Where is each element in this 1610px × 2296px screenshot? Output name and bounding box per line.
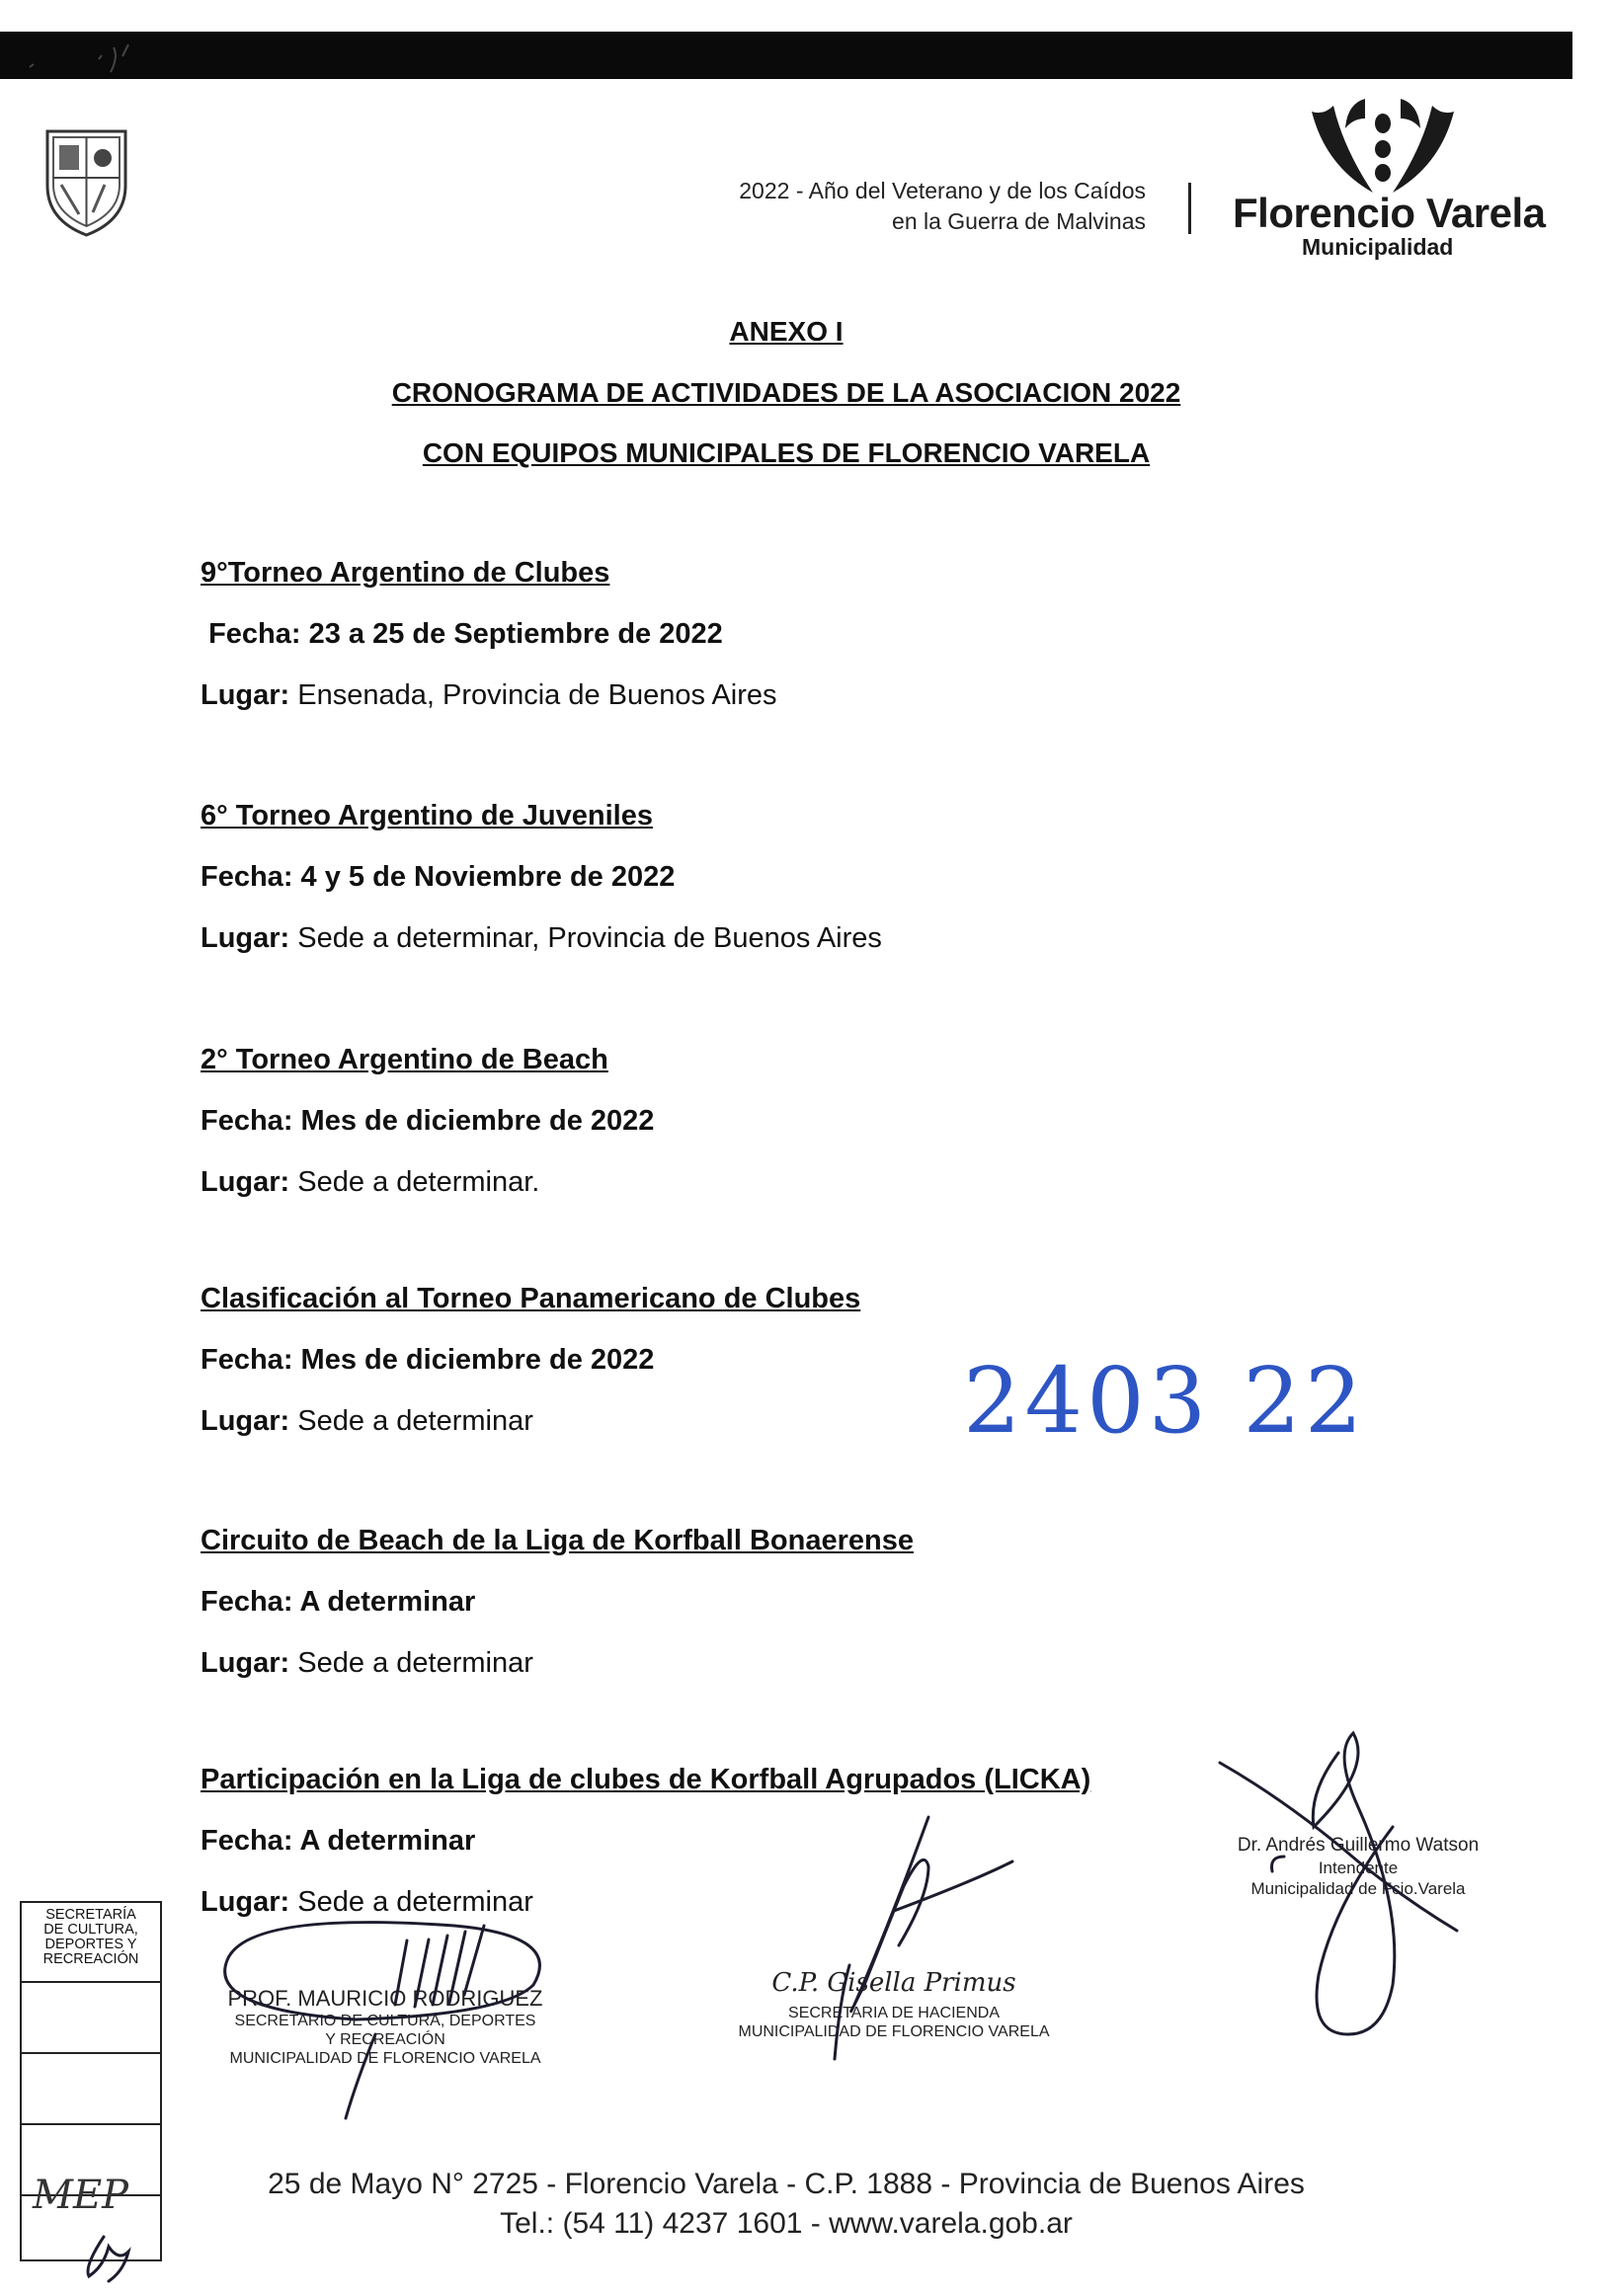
footer-contact: Tel.: (54 11) 4237 1601 - www.varela.gob.ar [500, 2207, 1073, 2240]
event-place-value: Sede a determinar [297, 1647, 533, 1679]
event-place-value: Sede a determinar. [297, 1166, 540, 1198]
stamp-number: 2403 22 [963, 1348, 1367, 1454]
brand-subtitle: Municipalidad [1302, 234, 1454, 260]
event-title: 2° Torneo Argentino de Beach [201, 1044, 608, 1075]
event-place [201, 1405, 860, 1445]
event-date-value: A determinar [299, 1825, 476, 1857]
signature-block-watson [1210, 1834, 1506, 1899]
event-date-value: 23 a 25 de Septiembre de 2022 [308, 618, 723, 650]
event-title: 6° Torneo Argentino de Juveniles [201, 800, 653, 831]
signer-org: MUNICIPALIDAD DE FLORENCIO VARELA [738, 2023, 1050, 2040]
event-place [201, 1166, 654, 1206]
footer-address: 25 de Mayo N° 2725 - Florencio Varela - C.P. 1888 - Provincia de Buenos Aires [268, 2168, 1305, 2200]
fecha-label: Fecha: [208, 618, 301, 650]
signer-org: MUNICIPALIDAD DE FLORENCIO VARELA [229, 2050, 541, 2067]
fecha-label: Fecha: [201, 1825, 293, 1857]
fecha-label: Fecha: [201, 861, 293, 893]
event-item [201, 1044, 654, 1206]
event-place-value: Sede a determinar [297, 1886, 533, 1918]
event-item [201, 557, 777, 719]
event-date-value: 4 y 5 de Noviembre de 2022 [300, 861, 676, 893]
event-title: Circuito de Beach de la Liga de Korfball Bonaerense [201, 1525, 914, 1556]
brand-name: Florencio Varela [1233, 190, 1546, 236]
event-title: Participación en la Liga de clubes de Korfball Agrupados (LICKA) [201, 1764, 1091, 1795]
event-place [201, 922, 882, 962]
signature-block-rodriguez [202, 1986, 568, 2068]
event-date [201, 1825, 1090, 1864]
fecha-label: Fecha: [201, 1586, 293, 1618]
event-item [201, 1764, 1090, 1926]
stamp-cell [22, 1983, 160, 2054]
lugar-label: Lugar: [201, 922, 290, 954]
event-place-value: Ensenada, Provincia de Buenos Aires [297, 679, 777, 711]
lugar-label: Lugar: [201, 1405, 290, 1437]
motto-line-2: en la Guerra de Malvinas [892, 208, 1146, 234]
fecha-label: Fecha: [201, 1105, 293, 1137]
scan-top-bar [0, 32, 1572, 79]
motto-line-1: 2022 - Año del Veterano y de los Caídos [739, 178, 1146, 203]
event-item [201, 1525, 914, 1687]
event-date [201, 861, 882, 901]
signer-title: Intendente [1318, 1859, 1399, 1877]
signer-title: SECRETARIO DE CULTURA, DEPORTES [234, 2013, 536, 2029]
footer [0, 2165, 1572, 2244]
municipal-crest-icon [40, 123, 133, 242]
signature-block-primus [711, 1968, 1077, 2041]
signer-title: Y RECREACIÓN [325, 2031, 445, 2048]
event-title: Clasificación al Torneo Panamericano de Clubes [201, 1283, 861, 1314]
lugar-label: Lugar: [201, 1886, 290, 1918]
event-date [201, 618, 777, 658]
lugar-label: Lugar: [201, 1647, 290, 1679]
scan-marks [20, 40, 168, 99]
event-item [201, 800, 882, 962]
event-date [201, 1105, 654, 1145]
event-place-value: Sede a determinar [297, 1405, 533, 1437]
event-item [201, 1283, 860, 1445]
event-date-value: Mes de diciembre de 2022 [300, 1344, 655, 1376]
event-place-value: Sede a determinar, Provincia de Buenos Aires [297, 922, 882, 954]
event-date [201, 1344, 860, 1384]
signer-title: SECRETARIA DE HACIENDA [788, 2005, 1000, 2021]
document-title-line-2: CON EQUIPOS MUNICIPALES DE FLORENCIO VARELA [422, 437, 1151, 468]
signer-name: C.P. Gisella Primus [771, 1968, 1016, 1998]
header-motto [553, 176, 1146, 237]
lugar-label: Lugar: [201, 679, 290, 711]
handwritten-initials: MEP [33, 2173, 129, 2218]
sidebar-stamp-label: SECRETARÍA DE CULTURA, DEPORTES Y RECREACIÓN [22, 1903, 160, 1983]
event-place [201, 1886, 1090, 1926]
lugar-label: Lugar: [201, 1166, 290, 1198]
annex-heading: ANEXO I [729, 316, 844, 347]
event-place [201, 679, 777, 719]
event-title: 9°Torneo Argentino de Clubes [201, 557, 610, 589]
header-divider [1188, 183, 1191, 234]
fecha-label: Fecha: [201, 1344, 293, 1376]
signer-name: PROF. MAURICIO RODRIGUEZ [227, 1986, 543, 2011]
event-date [201, 1586, 914, 1625]
event-date-value: Mes de diciembre de 2022 [300, 1105, 655, 1137]
signer-name: Dr. Andrés Guillermo Watson [1237, 1835, 1480, 1856]
event-place [201, 1647, 914, 1687]
signer-org: Municipalidad de Fcio.Varela [1250, 1879, 1466, 1898]
event-date-value: A determinar [299, 1586, 476, 1618]
stamp-cell [22, 2054, 160, 2125]
document-title-line-1: CRONOGRAMA DE ACTIVIDADES DE LA ASOCIACION 2022 [391, 377, 1181, 408]
